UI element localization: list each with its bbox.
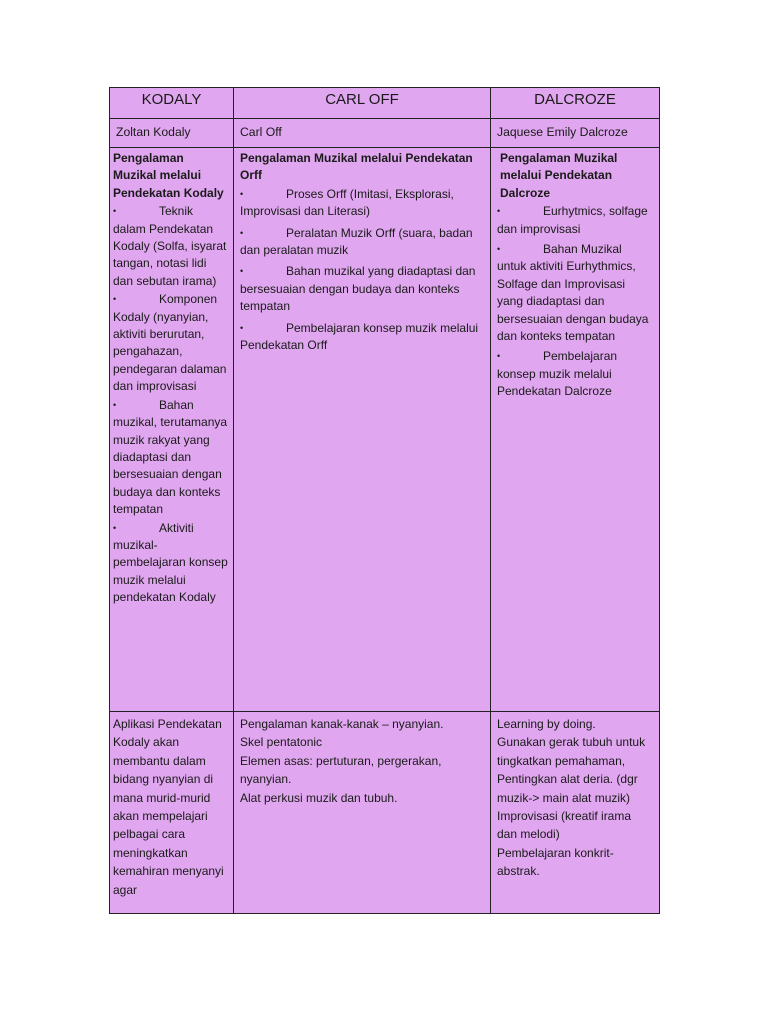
- header-kodaly: KODALY: [110, 88, 234, 119]
- dalcroze-application-line-4: Improvisasi (kreatif irama dan melodi): [497, 809, 632, 842]
- orff-application-cell: [234, 712, 491, 914]
- bullet-icon: •: [497, 206, 501, 217]
- orff-application-line-2: Skel pentatonic: [240, 735, 323, 750]
- orff-application-line-1: Pengalaman kanak-kanak – nyanyian.: [240, 717, 444, 731]
- list-item: [113, 520, 229, 607]
- kodaly-experience-cell: [110, 148, 234, 712]
- list-item: [240, 225, 484, 260]
- bullet-icon: •: [113, 206, 117, 217]
- dalcroze-application-line-5: Pembelajaran konkrit-abstrak.: [497, 845, 614, 879]
- comparison-table-wrapper: [109, 87, 659, 914]
- name-carl-off: Carl Off: [234, 119, 491, 148]
- bullet-icon: •: [113, 399, 117, 410]
- kodaly-bullet-1: Teknik dalam Pendekatan Kodaly (Solfa, isyarat tangan, notasi lidi dan sebutan irama): [113, 204, 227, 288]
- kodaly-application-text: Aplikasi Pendekatan Kodaly akan membantu dalam bidang nyanyian di mana murid-murid akan mempelajari pelbagai cara meningkatkan kemahiran menyanyi agar: [113, 717, 224, 897]
- dalcroze-bullet-2: Bahan Muzikal untuk aktiviti Eurhythmics, Solfage dan Improvisasi yang diadaptasi dan bersesuaian dengan budaya dan konteks tempatan: [497, 242, 649, 344]
- kodaly-bullet-2: Komponen Kodaly (nyanyian, aktiviti berurutan, pengahazan, pendegaran dalaman dan improvisasi: [113, 292, 227, 394]
- header-row: [110, 88, 660, 119]
- name-kodaly: Zoltan Kodaly: [110, 119, 234, 148]
- dalcroze-application-line-1: Learning by doing.: [497, 717, 596, 731]
- orff-bullet-3: Bahan muzikal yang diadaptasi dan bersesuaian dengan budaya dan konteks tempatan: [240, 264, 476, 314]
- dalcroze-application-line-2: Gunakan gerak tubuh untuk tingkatkan pemahaman,: [497, 735, 646, 768]
- dalcroze-application-line-3: Pentingkan alat deria. (dgr muzik-> main alat muzik): [497, 772, 638, 805]
- bullet-icon: •: [497, 351, 501, 362]
- list-item: [113, 203, 229, 290]
- bullet-icon: •: [240, 266, 244, 277]
- kodaly-bullet-3: Bahan muzikal, terutamanya muzik rakyat yang diadaptasi dan bersesuaian dengan budaya dan konteks tempatan: [113, 397, 228, 517]
- orff-application-line-4: Alat perkusi muzik dan tubuh.: [240, 790, 398, 805]
- list-item: [497, 241, 653, 345]
- orff-experience-cell: [234, 148, 491, 712]
- name-dalcroze: Jaquese Emily Dalcroze: [491, 119, 660, 148]
- dalcroze-bullet-1: Eurhytmics, solfage dan improvisasi: [497, 204, 648, 236]
- orff-bullet-4: Pembelajaran konsep muzik melalui Pendekatan Orff: [240, 320, 479, 353]
- bullet-icon: •: [240, 188, 244, 199]
- kodaly-bullet-4: Aktiviti muzikal-pembelajaran konsep muzik melalui pendekatan Kodaly: [113, 520, 228, 605]
- list-item: [497, 203, 653, 238]
- experience-row: [110, 148, 660, 712]
- list-item: [113, 291, 229, 395]
- dalcroze-experience-title: Pengalaman Muzikal melalui Pendekatan Dalcroze: [500, 151, 618, 200]
- orff-experience-title: Pengalaman Muzikal melalui Pendekatan Orff: [240, 151, 473, 183]
- orff-application-line-3: Elemen asas: pertuturan, pergerakan, nyanyian.: [240, 753, 442, 787]
- names-row: [110, 119, 660, 148]
- comparison-table: [109, 87, 660, 914]
- header-dalcroze: DALCROZE: [491, 88, 660, 119]
- dalcroze-application-cell: [491, 712, 660, 914]
- dalcroze-bullet-3: Pembelajaran konsep muzik melalui Pendekatan Dalcroze: [497, 349, 618, 399]
- kodaly-experience-title: Pengalaman Muzikal melalui Pendekatan Kodaly: [113, 151, 224, 200]
- list-item: [240, 320, 484, 355]
- dalcroze-experience-cell: [491, 148, 660, 712]
- list-item: [113, 397, 229, 519]
- header-carl-off: CARL OFF: [234, 88, 491, 119]
- orff-bullet-1: Proses Orff (Imitasi, Eksplorasi, Improvisasi dan Literasi): [240, 186, 454, 219]
- bullet-icon: •: [497, 244, 501, 255]
- list-item: [497, 348, 653, 400]
- list-item: [240, 263, 484, 315]
- orff-bullet-2: Peralatan Muzik Orff (suara, badan dan peralatan muzik: [240, 225, 473, 258]
- application-row: [110, 712, 660, 914]
- list-item: [240, 186, 484, 221]
- kodaly-application-cell: [110, 712, 234, 914]
- bullet-icon: •: [113, 522, 117, 533]
- bullet-icon: •: [240, 322, 244, 333]
- bullet-icon: •: [240, 227, 244, 238]
- bullet-icon: •: [113, 294, 117, 305]
